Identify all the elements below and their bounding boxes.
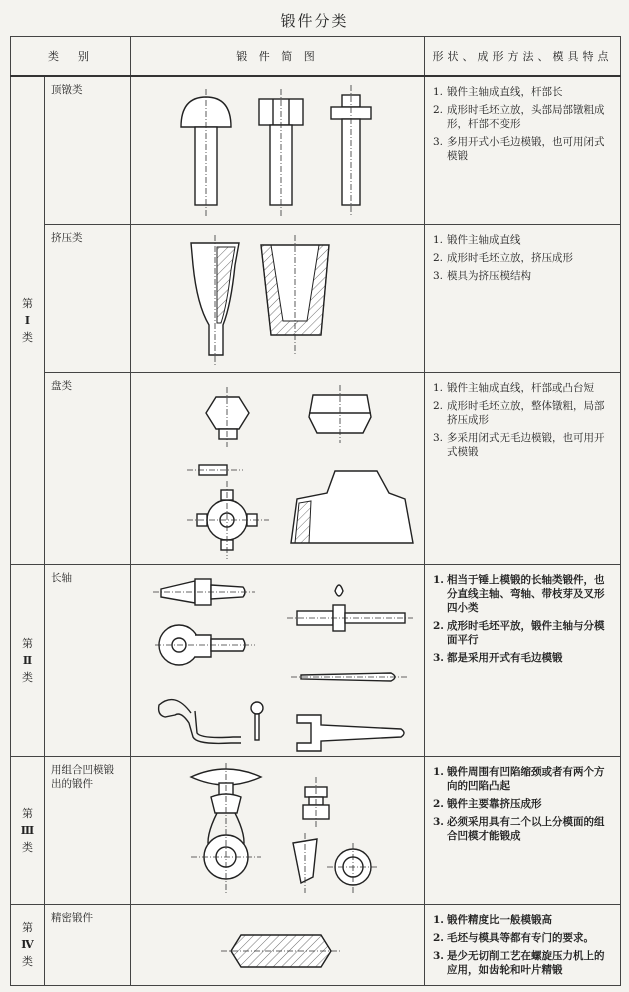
precision-forging-sketch bbox=[131, 905, 423, 981]
long-shaft-forging-sketch bbox=[131, 565, 423, 755]
props-upset bbox=[425, 76, 621, 224]
prop-item: 1. 锻件主轴成直线，杆部或凸台短 bbox=[433, 381, 594, 394]
prop-item: 2. 成形时毛坯立放，整体镦粗，局部挤压成形 bbox=[433, 399, 605, 426]
group-4-label: 第 Ⅳ 类 bbox=[11, 904, 45, 985]
prop-item: 1. 锻件精度比一般模锻高 bbox=[433, 913, 552, 926]
props-extrude bbox=[425, 224, 621, 372]
header-properties: 形状、成形方法、模具特点 bbox=[425, 37, 621, 77]
header-category: 类 别 bbox=[11, 37, 131, 77]
row-name-upset: 顶镦类 bbox=[45, 76, 131, 224]
prop-item: 3. 多采用闭式无毛边模锻，也可用开式模锻 bbox=[433, 431, 605, 458]
prop-item: 2. 锻件主要靠挤压成形 bbox=[433, 797, 542, 810]
prop-item: 3. 是少无切削工艺在螺旋压力机上的应用，如齿轮和叶片精锻 bbox=[433, 949, 605, 976]
prop-item: 1. 锻件周围有凹陷缩颈或者有两个方向的凹陷凸起 bbox=[433, 765, 605, 792]
header-sketch: 锻 件 简 图 bbox=[131, 37, 425, 77]
props-shaft bbox=[425, 564, 621, 756]
table-row-disc bbox=[11, 372, 621, 564]
prop-item: 3. 都是采用开式有毛边模锻 bbox=[433, 651, 563, 664]
prop-item: 1. 相当于锤上模锻的长轴类锻件，也分直线主轴、弯轴、带枝芽及叉形四小类 bbox=[433, 573, 605, 614]
table-row-upset bbox=[11, 76, 621, 224]
row-name-shaft: 长轴 bbox=[45, 564, 131, 756]
group-3-label: 第 Ⅲ 类 bbox=[11, 756, 45, 904]
prop-item: 2. 成形时毛坯立放，头部局部镦粗成形，杆部不变形 bbox=[433, 104, 605, 130]
prop-item: 2. 成形时毛坯平放，锻件主轴与分模面平行 bbox=[433, 619, 605, 646]
row-name-precision: 精密锻件 bbox=[45, 904, 131, 985]
row-name-extrude: 挤压类 bbox=[45, 224, 131, 372]
prop-item: 2. 毛坯与模具等都有专门的要求。 bbox=[433, 931, 594, 944]
table-row-extrude bbox=[11, 224, 621, 372]
prop-item: 1. 锻件主轴成直线，杆部长 bbox=[433, 86, 563, 98]
row-name-combined: 用组合凹模锻出的锻件 bbox=[45, 756, 131, 904]
sketch-disc bbox=[131, 372, 425, 564]
combined-die-forging-sketch bbox=[131, 757, 423, 903]
group-2-label: 第 Ⅱ 类 bbox=[11, 564, 45, 756]
prop-item: 1. 锻件主轴成直线 bbox=[433, 233, 521, 246]
prop-item: 2. 成形时毛坯立放，挤压成形 bbox=[433, 251, 573, 264]
sketch-combined bbox=[131, 756, 425, 904]
table-row-precision bbox=[11, 904, 621, 985]
sketch-extrude bbox=[131, 224, 425, 372]
prop-item: 3. 必须采用具有二个以上分模面的组合凹模才能锻成 bbox=[433, 815, 605, 842]
props-precision bbox=[425, 904, 621, 985]
table-row-shaft bbox=[11, 564, 621, 756]
prop-item: 3. 模具为挤压模结构 bbox=[433, 269, 531, 282]
sketch-upset bbox=[131, 76, 425, 224]
props-combined bbox=[425, 756, 621, 904]
props-disc bbox=[425, 372, 621, 564]
sketch-precision bbox=[131, 904, 425, 985]
table-row-combined bbox=[11, 756, 621, 904]
prop-item: 3. 多用开式小毛边模锻，也可用闭式模锻 bbox=[433, 136, 605, 162]
forging-classification-table bbox=[10, 36, 621, 986]
upset-forging-sketch bbox=[131, 77, 423, 223]
table-header-row bbox=[11, 37, 621, 77]
extrusion-forging-sketch bbox=[131, 225, 423, 371]
page-title: 锻件分类 bbox=[280, 12, 349, 30]
sketch-shaft bbox=[131, 564, 425, 756]
disc-forging-sketch bbox=[131, 373, 423, 563]
row-name-disc: 盘类 bbox=[45, 372, 131, 564]
group-1-label: 第 Ⅰ 类 bbox=[11, 76, 45, 564]
